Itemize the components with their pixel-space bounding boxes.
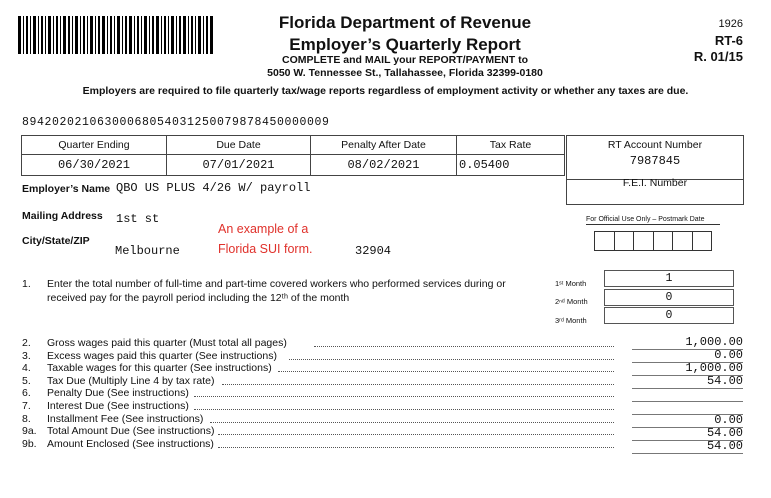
line-number: 3. xyxy=(22,349,31,362)
rt-account-label: RT Account Number xyxy=(607,139,703,151)
line-number: 6. xyxy=(22,387,31,400)
quarter-ending-value: 06/30/2021 xyxy=(22,155,167,176)
dot-leader xyxy=(210,413,614,423)
line-number: 4. xyxy=(22,362,31,375)
month-3-count: 0 xyxy=(604,307,734,324)
amount-excess-wages: 0.00 xyxy=(714,348,743,362)
rt-account-box xyxy=(566,135,744,180)
instruction-line-2: 5050 W. Tennessee St., Tallahassee, Florida 32399-0180 xyxy=(267,67,543,79)
amount-gross-wages: 1,000.00 xyxy=(685,335,743,349)
line-label: Installment Fee (See instructions) xyxy=(47,412,204,425)
amount-installment-fee: 0.00 xyxy=(714,413,743,427)
line-label: Interest Due (See instructions) xyxy=(47,400,189,412)
line-label: Taxable wages for this quarter (See instructions) xyxy=(47,362,272,375)
workers-question xyxy=(22,277,506,304)
barcode-image xyxy=(18,16,214,54)
amount-penalty-due xyxy=(670,388,743,401)
line-number: 9b. xyxy=(22,437,37,450)
dot-leader xyxy=(218,425,614,435)
mailing-address-label: Mailing Address xyxy=(22,210,103,222)
month-3-label: 3ʳᵈ Month xyxy=(555,316,587,325)
mailing-instructions xyxy=(250,54,560,80)
dot-leader xyxy=(278,362,614,372)
dot-leader xyxy=(218,438,614,448)
amount-tax-due: 54.00 xyxy=(706,374,743,388)
mailing-address-value: 1st st xyxy=(116,212,160,226)
form-id: RT-6 xyxy=(714,33,743,48)
line-number: 5. xyxy=(22,374,31,387)
fei-box xyxy=(566,176,744,205)
line-number: 9a. xyxy=(22,425,37,438)
month-1-count: 1 xyxy=(604,270,734,287)
due-date-label: Due Date xyxy=(167,136,311,155)
penalty-date-label: Penalty After Date xyxy=(311,136,457,155)
dot-leader xyxy=(314,337,614,347)
line-label: Total Amount Due (See instructions) xyxy=(47,425,215,438)
line-label: Excess wages paid this quarter (See instructions) xyxy=(47,349,277,362)
employer-name-value: QBO US PLUS 4/26 W/ payroll xyxy=(116,181,311,195)
line-number: 2. xyxy=(22,337,31,349)
scan-line: 89420202106300068054031250079878450000009 xyxy=(22,116,330,129)
period-table xyxy=(21,135,565,176)
city-value: Melbourne xyxy=(115,244,180,258)
penalty-date-value: 08/02/2021 xyxy=(311,155,457,176)
amount-taxable-wages: 1,000.00 xyxy=(685,361,743,375)
month-2-label: 2ⁿᵈ Month xyxy=(555,297,588,306)
line-number: 8. xyxy=(22,412,31,425)
amount-total-due: 54.00 xyxy=(706,426,743,440)
month-1-label: 1ˢᵗ Month xyxy=(555,279,587,288)
employer-name-label: Employer’s Name xyxy=(22,183,111,195)
amount-enclosed: 54.00 xyxy=(706,439,743,453)
zip-value: 32904 xyxy=(355,244,392,258)
line-label: Gross wages paid this quarter (Must total all pages) xyxy=(47,337,287,349)
form-number: 1926 xyxy=(718,18,743,30)
instruction-line-1: COMPLETE and MAIL your REPORT/PAYMENT to xyxy=(282,54,528,66)
divider xyxy=(586,224,720,225)
postmark-date-boxes xyxy=(594,231,712,251)
form-revision: R. 01/15 xyxy=(693,49,743,64)
line-label: Tax Due (Multiply Line 4 by tax rate) xyxy=(47,374,215,387)
workers-text-line-2: received pay for the payroll period including the 12ᵗʰ of the month xyxy=(47,292,350,304)
annotation-note xyxy=(218,219,312,259)
city-state-zip-label: City/State/ZIP xyxy=(22,235,90,247)
form-subtitle: Employer’s Quarterly Report xyxy=(289,35,521,54)
tax-rate-label: Tax Rate xyxy=(457,136,565,155)
workers-text-line-1: Enter the total number of full-time and part-time covered workers who performed services during or xyxy=(47,278,506,290)
dot-leader xyxy=(194,400,614,410)
line-label: Amount Enclosed (See instructions) xyxy=(47,437,214,450)
fei-label: F.E.I. Number xyxy=(622,177,688,189)
line-label: Penalty Due (See instructions) xyxy=(47,387,189,400)
annotation-line-1: An example of a xyxy=(218,222,309,236)
rt-account-number: 7987845 xyxy=(629,154,681,168)
line-number: 1. xyxy=(22,278,31,290)
due-date-value: 07/01/2021 xyxy=(167,155,311,176)
form-title: Florida Department of Revenue xyxy=(278,13,532,32)
dot-leader xyxy=(289,350,614,360)
amount-underline xyxy=(632,453,743,454)
line-number: 7. xyxy=(22,400,31,412)
dot-leader xyxy=(194,387,614,397)
dot-leader xyxy=(222,375,614,385)
tax-rate-value: 0.05400 xyxy=(457,155,565,176)
tax-lines xyxy=(22,337,771,457)
annotation-line-2: Florida SUI form. xyxy=(218,242,313,256)
month-2-count: 0 xyxy=(604,289,734,306)
quarter-ending-label: Quarter Ending xyxy=(22,136,167,155)
filing-notice: Employers are required to file quarterly tax/wage reports regardless of employment activity or whether any taxes are due. xyxy=(82,85,689,97)
official-use-label: For Official Use Only – Postmark Date xyxy=(586,216,705,223)
